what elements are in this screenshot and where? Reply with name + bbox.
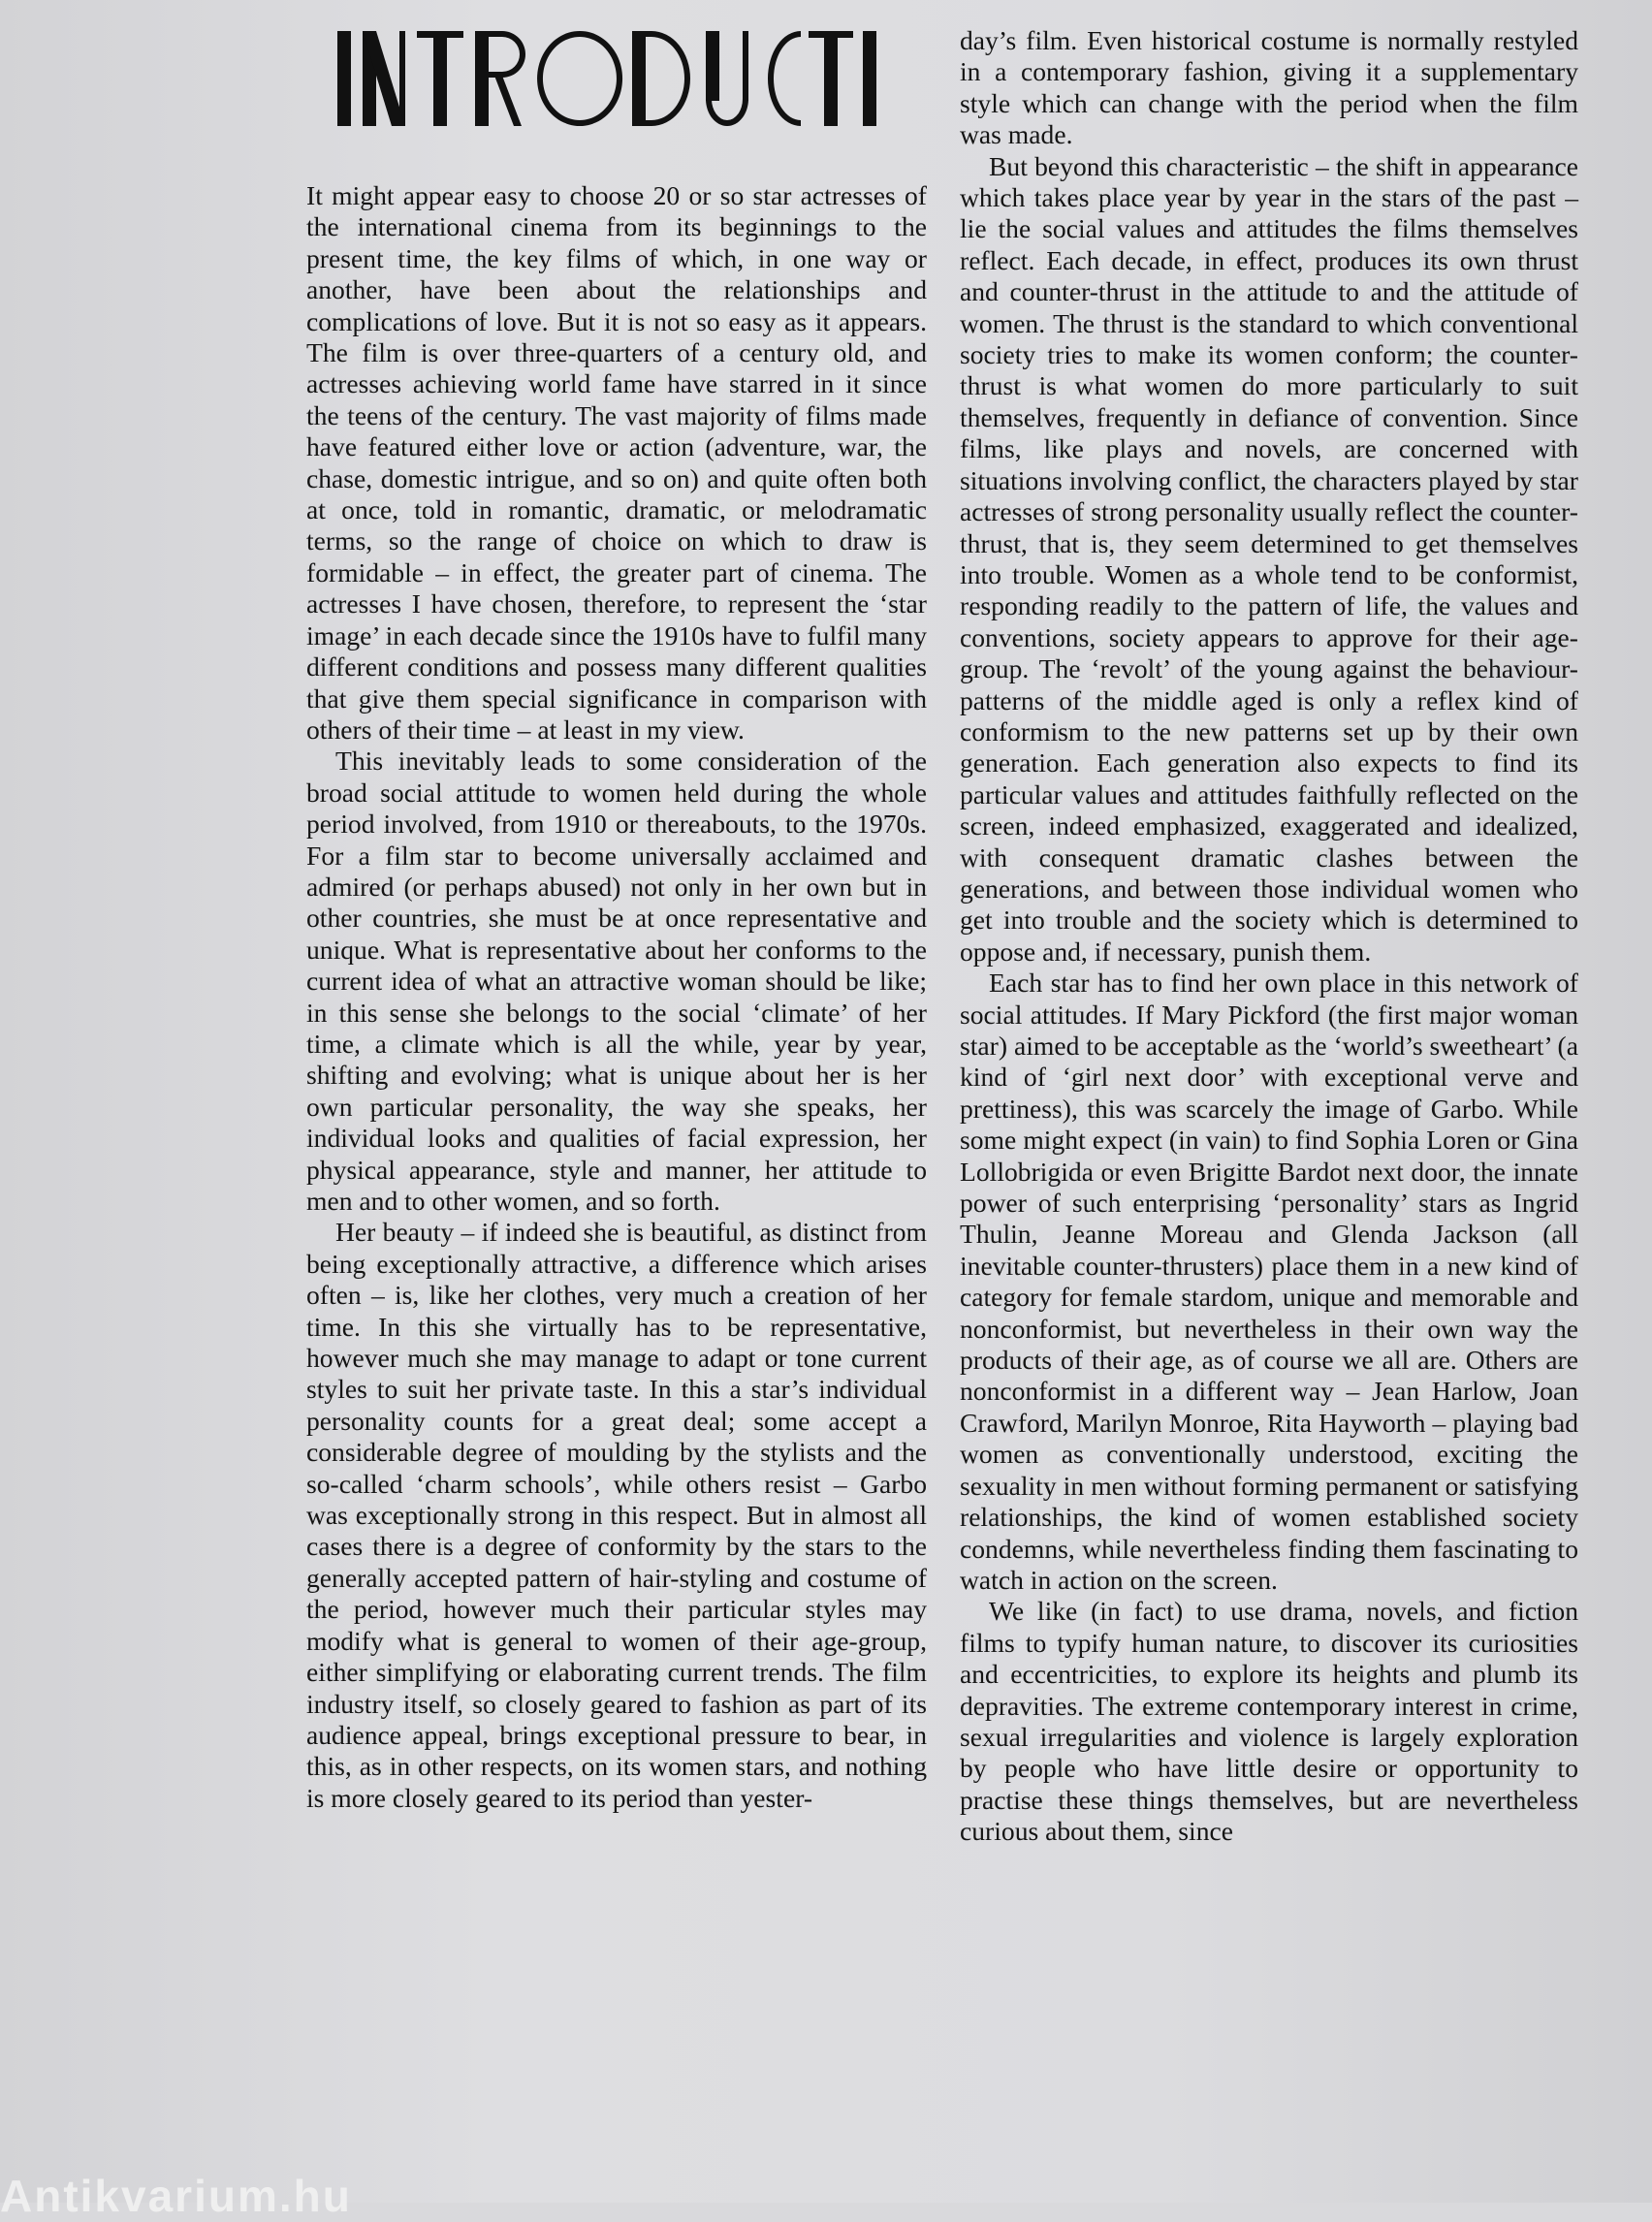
paragraph: We like (in fact) to use drama, novels, and fiction films to typify human nature, to discover its curiosities and eccentricities, to explore its heights and plumb its depravities. The extreme contemporary interest in crime, sexual irregularities and violence is largely exploration by people who have little desire or opportunity to practise these things themselves, but are nevertheless curious about them, since (960, 1596, 1578, 1847)
paragraph: This inevitably leads to some consideration of the broad social attitude to women held during the whole period involved, from 1910 or thereabouts, to the 1970s. For a film star to become universally acclaimed and admired (or perhaps abused) not only in her own but in other countries, she must be at once representative and unique. What is representative about her conforms to the current idea of what an attractive woman should be like; in this sense she belongs to the social ‘climate’ of her time, a climate which is all the while, year by year, shifting and evolving; what is unique about her is her own particular personality, the way she speaks, her individual looks and qualities of facial expression, her physical appearance, style and manner, her attitude to men and to other women, and so forth. (306, 746, 927, 1216)
paragraph: day’s film. Even historical costume is normally restyled in a contemporary fashion, giving it a supplementary style which can change with the period when the film was made. (960, 25, 1578, 150)
paragraph: Each star has to find her own place in this network of social attitudes. If Mary Pickford (the first major woman star) aimed to be acceptable as the ‘world’s sweetheart’ (a kind of ‘girl next door’ with exceptional verve and prettiness), this was scarcely the image of Garbo. While some might expect (in vain) to find Sophia Loren or Gina Lollobrigida or even Brigitte Bardot next door, the innate power of such enterprising ‘personality’ stars as Ingrid Thulin, Jeanne Moreau and Glenda Jackson (all inevitable counter-thrusters) place them in a new kind of category for female stardom, unique and memorable and nonconformist, but nevertheless in their own way the products of their age, as of course we all are. Others are nonconformist in a different way – Jean Harlow, Joan Crawford, Marilyn Monroe, Rita Hayworth – playing bad women as conventionally understood, exciting the sexuality in men without forming permanent or satisfying relationships, the kind of women established society condemns, while nevertheless finding them fascinating to watch in action on the screen. (960, 968, 1578, 1595)
watermark: Antikvarium.hu (0, 2171, 352, 2221)
right-text-column (960, 25, 1578, 1848)
page-title (330, 17, 911, 134)
left-text-column (306, 180, 927, 1814)
title-art-deco-lettering (330, 17, 911, 134)
paragraph: But beyond this characteristic – the shift in appearance which takes place year by year in the stars of the past – lie the social values and attitudes the films themselves reflect. Each decade, in effect, produces its own thrust and counter-thrust in the attitude to and the attitude of women. The thrust is the standard to which conventional society tries to make its women conform; the counter-thrust is what women do more particularly to suit themselves, frequently in defiance of convention. Since films, like plays and novels, are concerned with situations involving conflict, the characters played by star actresses of strong personality usually reflect the counter-thrust, that is, they seem determined to get themselves into trouble. Women as a whole tend to be conformist, responding readily to the pattern of life, the values and conventions, society appears to approve for their age-group. The ‘revolt’ of the young against the behaviour-patterns of the middle aged is only a reflex kind of conformism to the new patterns set up by their own generation. Each generation also expects to find its particular values and attitudes faithfully reflected on the screen, indeed emphasized, exaggerated and idealized, with consequent dramatic clashes between the generations, and between those individual women who get into trouble and the society which is determined to oppose and, if necessary, punish them. (960, 150, 1578, 967)
paragraph: Her beauty – if indeed she is beautiful, as distinct from being exceptionally attractive, a difference which arises often – is, like her clothes, very much a creation of her time. In this she virtually has to be representative, however much she may manage to adapt or tone current styles to suit her private taste. In this a star’s individual personality counts for a great deal; some accept a considerable degree of moulding by the stylists and the so-called ‘charm schools’, while others resist – Garbo was exceptionally strong in this respect. But in almost all cases there is a degree of conformity by the stars to the generally accepted pattern of hair-styling and costume of the period, however much their particular styles may modify what is general to women of their age-group, either simplifying or elaborating current trends. The film industry itself, so closely geared to fashion as part of its audience appeal, brings exceptional pressure to bear, in this, as in other respects, on its women stars, and nothing is more closely geared to its period than yester- (306, 1217, 927, 1813)
paragraph: It might appear easy to choose 20 or so star actresses of the international cinema from its beginnings to the present time, the key films of which, in one way or another, have been about the relationships and complications of love. But it is not so easy as it appears. The film is over three-quarters of a century old, and actresses achieving world fame have starred in it since the teens of the century. The vast majority of films made have featured either love or action (adventure, war, the chase, domestic intrigue, and so on) and quite often both at once, told in romantic, dramatic, or melodramatic terms, so the range of choice on which to draw is formidable – in effect, the greater part of cinema. The actresses I have chosen, therefore, to represent the ‘star image’ in each decade since the 1910s have to fulfil many different conditions and possess many different qualities that give them special significance in comparison with others of their time – at least in my view. (306, 180, 927, 745)
